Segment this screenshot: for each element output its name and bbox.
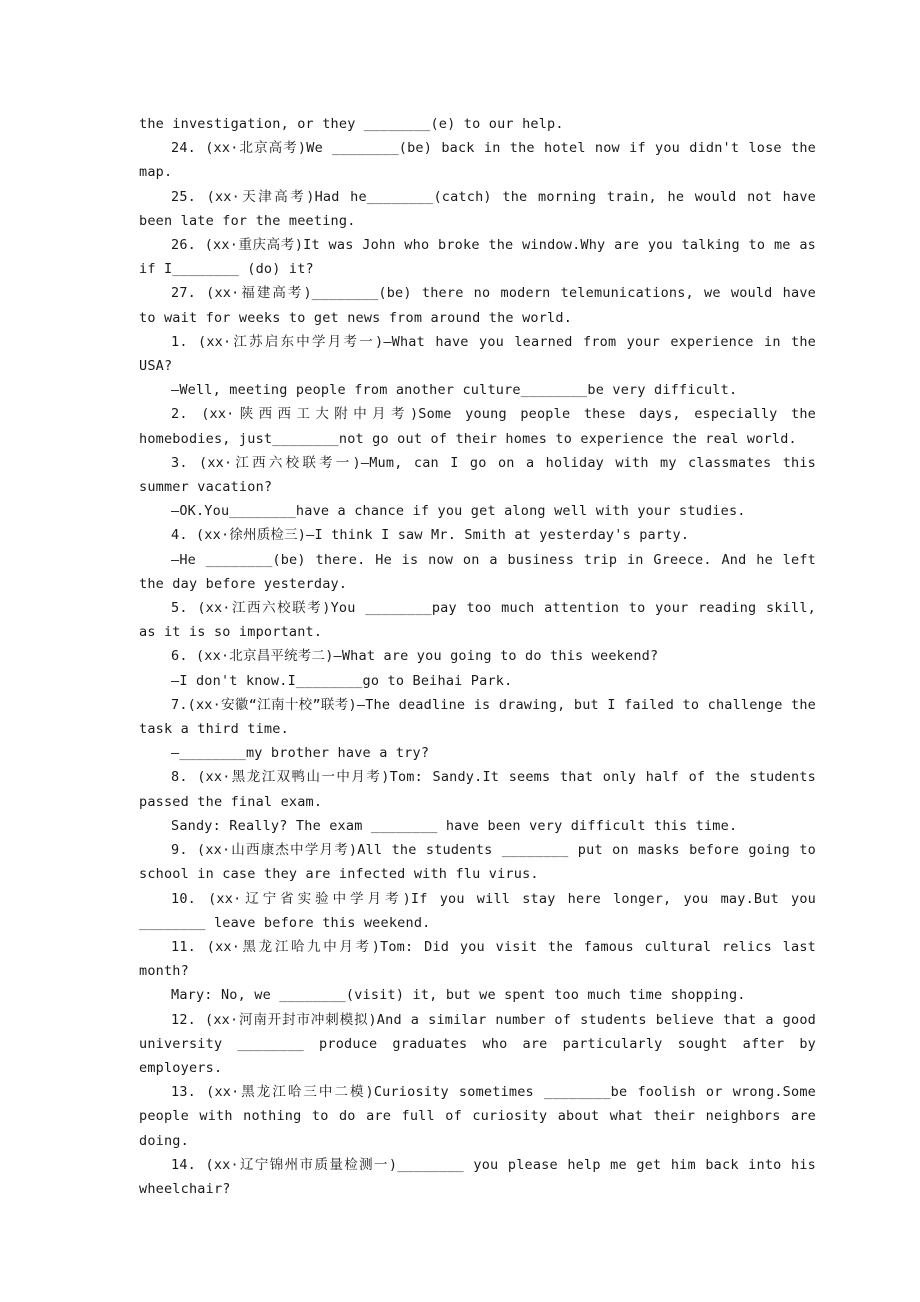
item-3: 3. (xx·江西六校联考一)—Mum, can I go on a holiday with my classmates this summer vacation? <box>139 454 816 496</box>
item-7: 7.(xx·安徽“江南十校”联考)—The deadline is drawing, but I failed to challenge the task a third time. <box>139 696 816 738</box>
item-6-answer: —I don't know.I________go to Beihai Park. <box>171 672 513 689</box>
item-8-answer: Sandy: Really? The exam ________ have been very difficult this time. <box>171 817 738 834</box>
item-13: 13. (xx·黑龙江哈三中二模)Curiosity sometimes ________be foolish or wrong.Some people with nothing to do are full of curiosity about what their neighbors are doing. <box>139 1084 816 1149</box>
line-0: the investigation, or they ________(e) to our help. <box>139 116 564 132</box>
item-1-answer: —Well, meeting people from another culture________be very difficult. <box>171 382 738 399</box>
item-2: 2. (xx·陕西西工大附中月考)Some young people these days, especially the homebodies, just________not go out of their homes to experience the real world. <box>139 406 816 447</box>
item-14: 14. (xx·辽宁锦州市质量检测一)________ you please help me get him back into his wheelchair? <box>139 1156 816 1197</box>
item-3-answer: —OK.You________have a chance if you get along well with your studies. <box>171 503 746 520</box>
item-4: 4. (xx·徐州质检三)—I think I saw Mr. Smith at yesterday's party. <box>171 527 690 544</box>
item-11-answer: Mary: No, we ________(visit) it, but we spent too much time shopping. <box>171 987 746 1004</box>
item-27: 27. (xx·福建高考)________(be) there no modern telemunications, we would have to wait for weeks to get news from around the world. <box>139 285 816 326</box>
item-5: 5. (xx·江西六校联考)You ________pay too much attention to your reading skill, as it is so important. <box>139 600 816 641</box>
item-12: 12. (xx·河南开封市冲刺模拟)And a similar number of students believe that a good university ________ produce graduates who are particularly sought after by employers. <box>139 1011 816 1076</box>
item-9: 9. (xx·山西康杰中学月考)All the students ________ put on masks before going to school in case they are infected with flu virus. <box>139 842 816 883</box>
item-11: 11. (xx·黑龙江哈九中月考)Tom: Did you visit the famous cultural relics last month? <box>139 938 816 980</box>
item-26: 26. (xx·重庆高考)It was John who broke the window.Why are you talking to me as if I________ (do) it? <box>139 237 816 278</box>
exercise-document <box>139 112 816 1201</box>
item-7-answer: —________my brother have a try? <box>171 745 430 762</box>
item-1: 1. (xx·江苏启东中学月考一)—What have you learned from your experience in the USA? <box>139 333 816 375</box>
item-4-answer: —He ________(be) there. He is now on a business trip in Greece. And he left the day before yesterday. <box>139 551 816 592</box>
item-24: 24. (xx·北京高考)We ________(be) back in the hotel now if you didn't lose the map. <box>139 140 816 181</box>
item-10: 10. (xx·辽宁省实验中学月考)If you will stay here longer, you may.But you ________ leave before this weekend. <box>139 890 816 931</box>
item-6: 6. (xx·北京昌平统考二)—What are you going to do this weekend? <box>171 648 659 665</box>
item-25: 25. (xx·天津高考)Had he________(catch) the morning train, he would not have been late for the meeting. <box>139 188 816 229</box>
item-8: 8. (xx·黑龙江双鸭山一中月考)Tom: Sandy.It seems that only half of the students passed the final exam. <box>139 769 816 810</box>
